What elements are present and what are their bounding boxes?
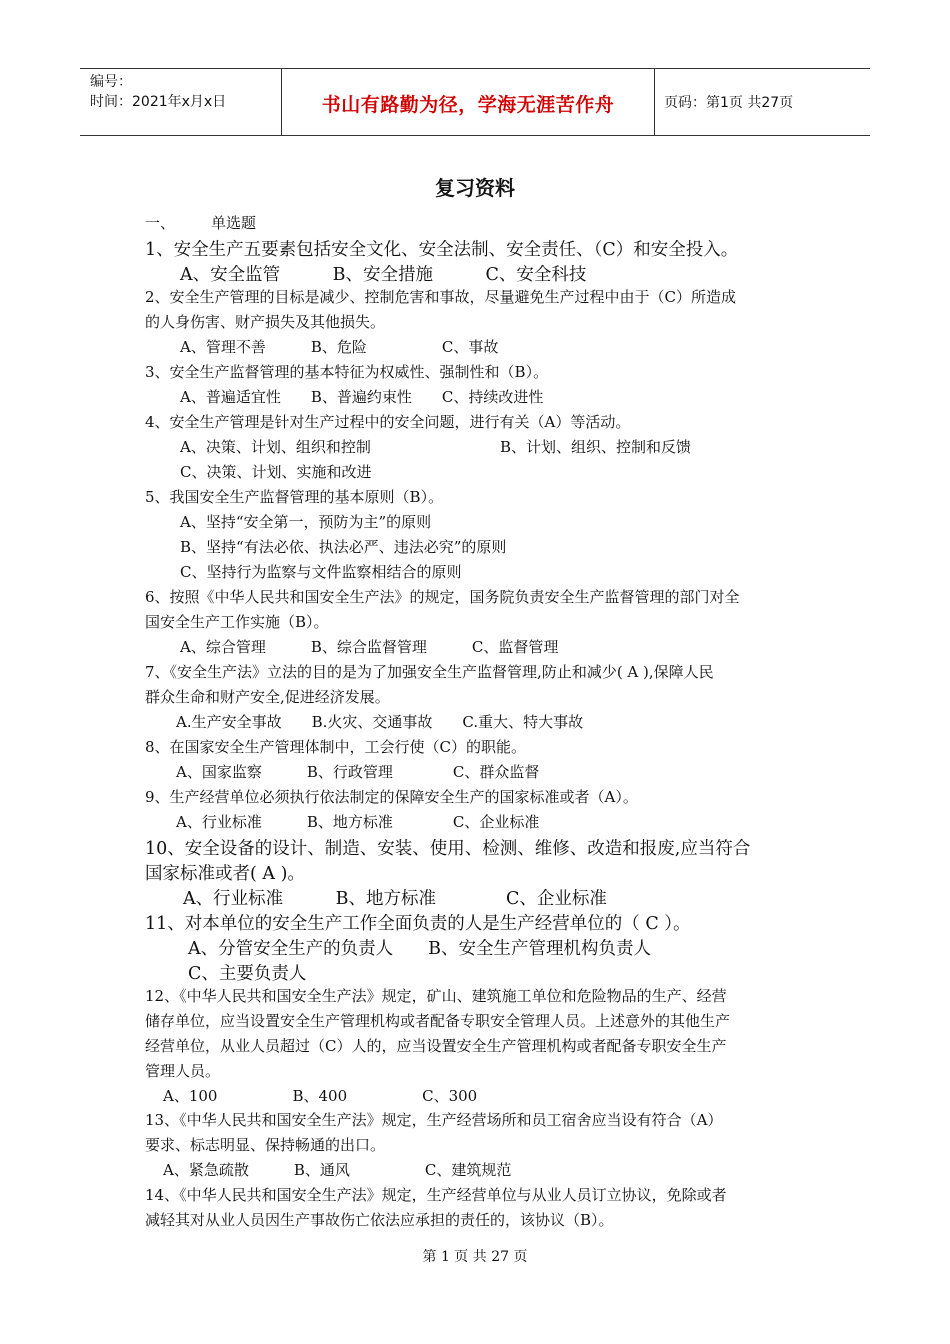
question-line: 2、安全生产管理的目标是减少、控制危害和事故，尽量避免生产过程中由于（C）所造成 — [145, 288, 737, 306]
question-line: 14、《中华人民共和国安全生产法》规定，生产经营单位与从业人员订立协议，免除或者 — [145, 1186, 727, 1204]
option-line: A、100 B、400 C、300 — [163, 1087, 478, 1105]
section-label: 单选题 — [211, 214, 257, 232]
header-divider-right — [654, 68, 655, 135]
question-line: 7、《安全生产法》立法的目的是为了加强安全生产监督管理,防止和减少( A ),保障人民 — [145, 663, 714, 681]
option-line: A、行业标准 B、地方标准 C、企业标准 — [176, 813, 540, 831]
date-label: 时间：2021年x月x日 — [90, 94, 227, 110]
section-heading — [145, 212, 256, 233]
option-line: A、决策、计划、组织和控制 — [180, 438, 371, 456]
option-line: C、主要负责人 — [188, 964, 307, 984]
question-line: 12、《中华人民共和国安全生产法》规定，矿山、建筑施工单位和危险物品的生产、经营 — [145, 987, 727, 1005]
option-line: C、坚持行为监察与文件监察相结合的原则 — [180, 563, 462, 581]
option-line: C、决策、计划、实施和改进 — [180, 463, 372, 481]
header-page-info: 页码：第1页 共27页 — [664, 95, 794, 111]
page-footer: 第 1 页 共 27 页 — [422, 1249, 528, 1265]
question-line: 管理人员。 — [145, 1062, 221, 1080]
document-title: 复习资料 — [435, 176, 515, 200]
option-line: A、普遍适宜性 B、普遍约束性 C、持续改进性 — [180, 388, 544, 406]
option-line: A、坚持“安全第一，预防为主”的原则 — [180, 513, 432, 531]
question-line: 1、安全生产五要素包括安全文化、安全法制、安全责任、（C）和安全投入。 — [145, 240, 739, 260]
section-number: 一、 — [145, 214, 176, 232]
question-line: 4、安全生产管理是针对生产过程中的安全问题，进行有关（A）等活动。 — [145, 413, 631, 431]
question-line: 减轻其对从业人员因生产事故伤亡依法应承担的责任的，该协议（B）。 — [145, 1211, 614, 1229]
option-line: A、紧急疏散 B、通风 C、建筑规范 — [163, 1161, 512, 1179]
question-line: 13、《中华人民共和国安全生产法》规定，生产经营场所和员工宿舍应当设有符合（A） — [145, 1111, 723, 1129]
question-line: 储存单位，应当设置安全生产管理机构或者配备专职安全管理人员。上述意外的其他生产 — [145, 1012, 731, 1030]
question-line: 要求、标志明显、保持畅通的出口。 — [145, 1136, 386, 1154]
code-label: 编号： — [90, 74, 132, 90]
question-line: 9、生产经营单位必须执行依法制定的保障安全生产的国家标准或者（A）。 — [145, 788, 638, 806]
question-line: 3、安全生产监督管理的基本特征为权威性、强制性和（B）。 — [145, 363, 549, 381]
header-top-rule — [80, 68, 870, 69]
question-line: 11、对本单位的安全生产工作全面负责的人是生产经营单位的（ C ）。 — [145, 914, 691, 934]
option-line: A、行业标准 B、地方标准 C、企业标准 — [183, 889, 607, 909]
header-meta — [90, 72, 226, 112]
header-motto: 书山有路勤为径，学海无涯苦作舟 — [321, 94, 615, 116]
question-line: 6、按照《中华人民共和国安全生产法》的规定，国务院负责安全生产监督管理的部门对全 — [145, 588, 740, 606]
question-line: 群众生命和财产安全,促进经济发展。 — [145, 688, 390, 706]
option-line: A、安全监管 B、安全措施 C、安全科技 — [180, 265, 587, 285]
question-line: 5、我国安全生产监督管理的基本原则（B）。 — [145, 488, 444, 506]
question-line: 国安全生产工作实施（B）。 — [145, 613, 329, 631]
option-line: A.生产安全事故 B.火灾、交通事故 C.重大、特大事故 — [176, 713, 584, 731]
option-line: A、分管安全生产的负责人 B、安全生产管理机构负责人 — [188, 939, 651, 959]
option-line: A、综合管理 B、综合监督管理 C、监督管理 — [180, 638, 559, 656]
option-line: A、管理不善 B、危险 C、事故 — [180, 338, 499, 356]
header-bottom-rule — [80, 135, 870, 136]
question-line: 经营单位，从业人员超过（C）人的，应当设置安全生产管理机构或者配备专职安全生产 — [145, 1037, 727, 1055]
option-line: B、坚持“有法必依、执法必严、违法必究”的原则 — [180, 538, 507, 556]
question-line: 国家标准或者( A )。 — [145, 864, 305, 884]
question-line: 10、安全设备的设计、制造、安装、使用、检测、维修、改造和报废,应当符合 — [145, 839, 751, 859]
option-line: B、计划、组织、控制和反馈 — [500, 438, 692, 456]
question-line: 的人身伤害、财产损失及其他损失。 — [145, 313, 386, 331]
option-line: A、国家监察 B、行政管理 C、群众监督 — [176, 763, 540, 781]
question-line: 8、在国家安全生产管理体制中，工会行使（C）的职能。 — [145, 738, 527, 756]
